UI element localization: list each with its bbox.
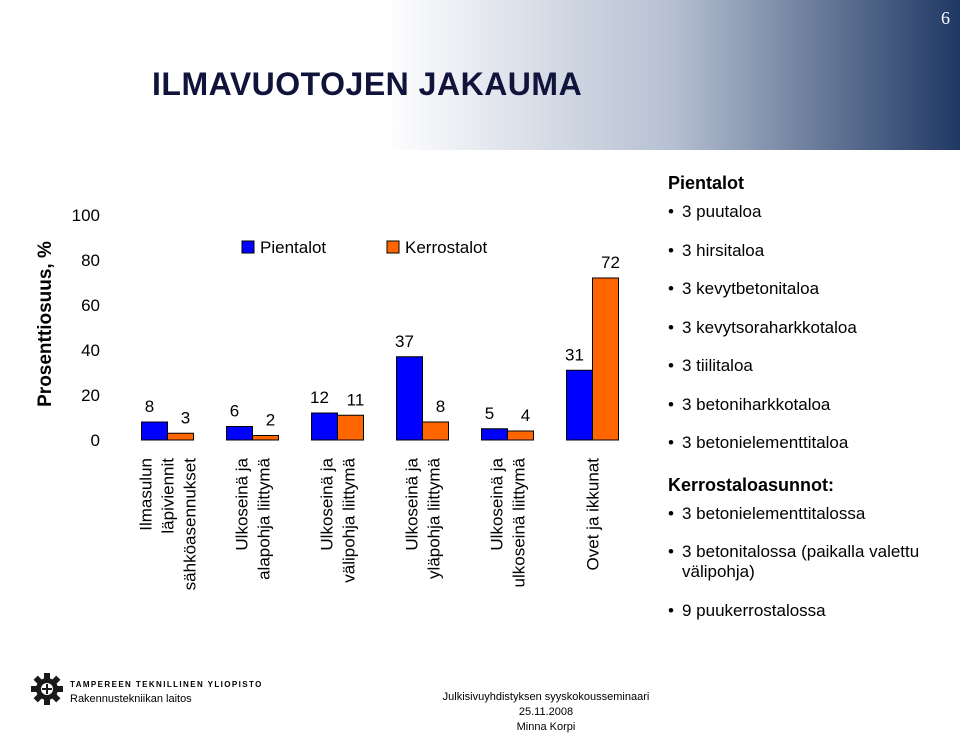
department-name: Rakennustekniikan laitos [70, 693, 192, 705]
data-label: 8 [435, 397, 446, 416]
data-label: 4 [520, 406, 531, 425]
y-tick-label: 0 [90, 431, 100, 450]
y-tick-label: 60 [81, 296, 100, 315]
bar-pientalot [227, 427, 253, 441]
category-label: Ilmasulun [136, 458, 156, 531]
footer-author: Minna Korpi [516, 721, 576, 733]
category-label: sähköasennukset [180, 458, 200, 591]
kerrostalo-heading: Kerrostaloasunnot: [668, 474, 835, 495]
bar-kerrostalot [338, 415, 364, 440]
list-item: • 3 puutaloa [668, 202, 953, 222]
data-label: 11 [346, 390, 365, 410]
bar-pientalot [142, 422, 168, 440]
page-title: ILMAVUOTOJEN JAKAUMA [152, 66, 583, 102]
category-label: alapohja liittymä [254, 458, 274, 580]
bar-kerrostalot [253, 436, 279, 441]
legend-swatch [242, 241, 254, 253]
footer-event: Julkisivuyhdistyksen syyskokousseminaari 25.11.2008 [442, 691, 650, 718]
pientalot-heading: Pientalot [668, 173, 745, 193]
bar-kerrostalot [593, 278, 619, 440]
list-item: • 3 betoniharkkotaloa [668, 395, 953, 415]
category-label: läpiviennit [158, 458, 178, 534]
bar-kerrostalot [168, 433, 194, 440]
list-item: • 3 kevytsoraharkkotaloa [668, 318, 953, 338]
data-label: 2 [265, 410, 276, 430]
bar-kerrostalot [508, 431, 534, 440]
list-item: • 3 betonielementtitalossa [668, 504, 953, 524]
data-label: 31 [565, 345, 584, 365]
data-label: 72 [601, 253, 620, 272]
data-label: 5 [484, 403, 495, 423]
list-item: • 9 puukerrostalossa [668, 601, 953, 621]
list-item: • 3 tiilitaloa [668, 356, 953, 376]
category-label: ulkoseinä liittymä [509, 458, 529, 588]
data-label: 37 [395, 331, 414, 351]
university-logo [30, 672, 263, 706]
header-left-rule [0, 0, 18, 150]
y-tick-label: 100 [71, 206, 100, 225]
category-label: Ulkoseinä ja [232, 458, 252, 551]
category-label: Ulkoseinä ja [402, 458, 422, 551]
category-label: Ulkoseinä ja [317, 458, 337, 551]
legend-label: Pientalot [260, 238, 327, 257]
page-number: 6 [941, 8, 950, 28]
category-label: välipohja liittymä [339, 458, 359, 583]
data-label: 12 [310, 388, 329, 407]
bar-pientalot [397, 357, 423, 440]
footer [420, 690, 672, 735]
data-label: 3 [180, 408, 191, 428]
university-name: TAMPEREEN TEKNILLINEN YLIOPISTO [70, 680, 263, 689]
y-tick-label: 20 [81, 386, 100, 405]
y-tick-label: 40 [81, 341, 100, 360]
data-label: 6 [229, 401, 240, 421]
bar-chart [70, 195, 650, 645]
y-axis-label: Prosenttiosuus, % [35, 241, 56, 407]
list-item: • 3 betonitalossa (paikalla valettu välipohja) [668, 542, 953, 582]
list-item: • 3 betonielementtitaloa [668, 433, 953, 453]
legend-label: Kerrostalot [405, 238, 488, 257]
kerrostalo-list [668, 504, 953, 621]
bar-kerrostalot [423, 422, 449, 440]
category-label: Ovet ja ikkunat [583, 458, 603, 571]
gear-icon [30, 672, 64, 706]
category-label: yläpohja liittymä [424, 458, 444, 579]
bar-pientalot [312, 413, 338, 440]
list-item: • 3 hirsitaloa [668, 241, 953, 261]
list-item: • 3 kevytbetonitaloa [668, 279, 953, 299]
y-tick-label: 80 [81, 251, 100, 270]
data-label: 8 [144, 397, 155, 416]
legend-swatch [387, 241, 399, 253]
pientalot-list [668, 202, 953, 453]
bar-pientalot [567, 370, 593, 440]
category-label: Ulkoseinä ja [487, 458, 507, 551]
bar-pientalot [482, 429, 508, 440]
sample-description-panel [668, 170, 953, 639]
